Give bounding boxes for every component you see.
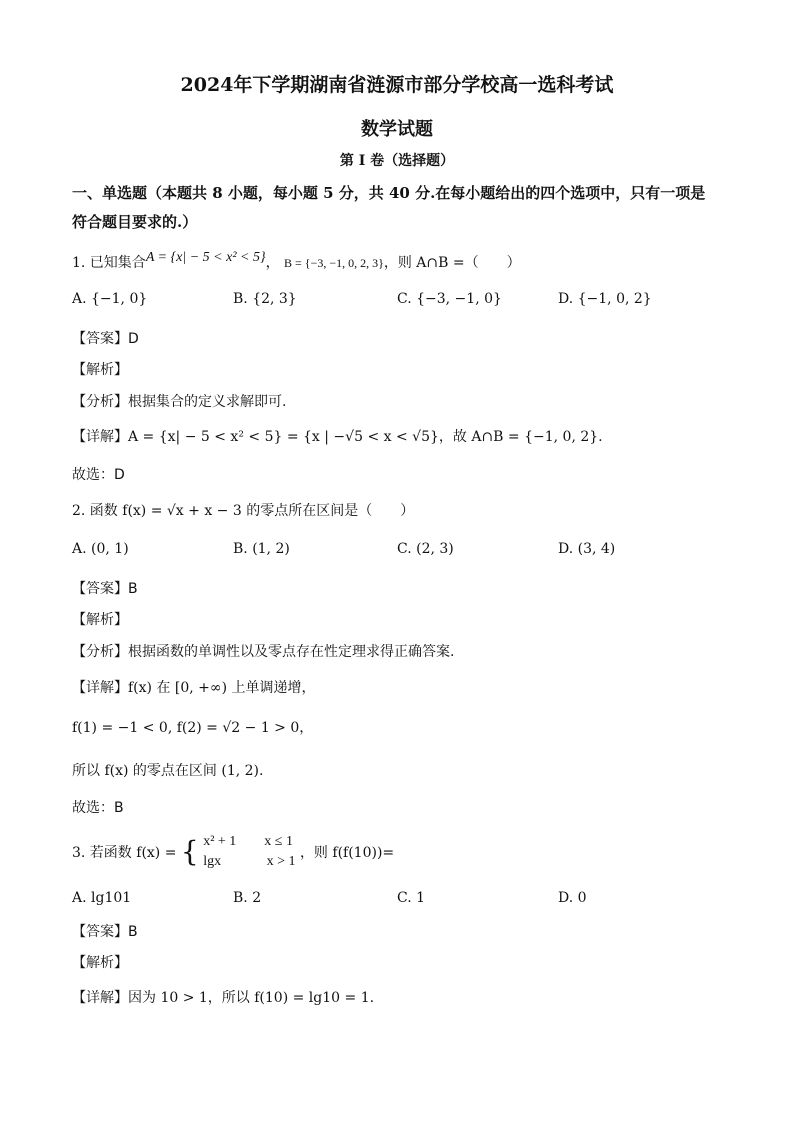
q1-option-d: D. {−1, 0, 2} (558, 291, 652, 307)
q1-stem-suffix: ，则 A∩B =（ ） (383, 255, 521, 271)
section-heading-line1: 一、单选题（本题共 8 小题，每小题 5 分，共 40 分.在每小题给出的四个选项中，只有一项是 (72, 184, 706, 202)
q1-stem (72, 252, 521, 272)
q2-analysis-label: 【解析】 (72, 612, 128, 628)
q1-fenxi: 【分析】根据集合的定义求解即可. (72, 394, 287, 410)
q1-answer: 【答案】D (72, 331, 139, 347)
volume-title: 第 I 卷（选择题） (339, 153, 455, 169)
q2-option-a: A. (0, 1) (72, 541, 129, 557)
q3-option-c: C. 1 (397, 890, 426, 906)
q3-analysis-label: 【解析】 (72, 955, 128, 971)
q2-detail-2: f(1) = −1 < 0, f(2) = √2 − 1 > 0， (72, 720, 314, 736)
q3-piece-1: x² + 1 x ≤ 1 (203, 834, 293, 849)
q1-set-a: A = {x| − 5 < x² < 5} (145, 250, 266, 265)
q1-choose: 故选：D (72, 467, 125, 483)
q2-option-d: D. (3, 4) (558, 541, 616, 557)
q2-detail-1: 【详解】f(x) 在 [0, +∞) 上单调递增， (72, 680, 316, 696)
q2-fenxi: 【分析】根据函数的单调性以及零点存在性定理求得正确答案. (72, 644, 455, 660)
subject-title: 数学试题 (361, 119, 433, 140)
piecewise-brace: { (180, 835, 199, 868)
q1-stem-prefix: 1. 已知集合 (72, 255, 146, 271)
q3-option-a: A. lg101 (72, 890, 132, 906)
q2-choose: 故选：B (72, 800, 124, 816)
q1-option-c: C. {−3, −1, 0} (397, 291, 502, 307)
q1-sep: ， (265, 255, 280, 271)
q3-stem-suffix: ，则 f(f(10))= (299, 845, 395, 861)
exam-title: 2024年下学期湖南省涟源市部分学校高一选科考试 (180, 74, 614, 96)
q3-piece-2: lgx x > 1 (203, 854, 296, 869)
q3-option-b: B. 2 (233, 890, 262, 906)
q2-option-c: C. (2, 3) (397, 541, 454, 557)
q1-set-b: B = {−3, −1, 0, 2, 3} (284, 256, 384, 270)
q3-answer: 【答案】B (72, 924, 138, 940)
q3-stem-prefix: 3. 若函数 f(x) = (72, 845, 177, 861)
q3-stem (72, 832, 394, 872)
q2-detail-3: 所以 f(x) 的零点在区间 (1, 2). (72, 763, 264, 779)
q2-stem: 2. 函数 f(x) = √x + x − 3 的零点所在区间是（ ） (72, 503, 415, 519)
q1-option-a: A. {−1, 0} (72, 291, 148, 307)
q2-option-b: B. (1, 2) (233, 541, 290, 557)
q1-detail: 【详解】A = {x| − 5 < x² < 5} = {x | −√5 < x < √5}，故 A∩B = {−1, 0, 2}. (72, 429, 603, 445)
q2-answer: 【答案】B (72, 581, 138, 597)
q1-analysis-label: 【解析】 (72, 362, 128, 378)
q1-option-b: B. {2, 3} (233, 291, 297, 307)
section-heading-line2: 符合题目要求的.） (72, 213, 198, 231)
q3-piecewise (203, 832, 295, 872)
q3-detail: 【详解】因为 10 > 1，所以 f(10) = lg10 = 1. (72, 990, 375, 1006)
q3-option-d: D. 0 (558, 890, 587, 906)
